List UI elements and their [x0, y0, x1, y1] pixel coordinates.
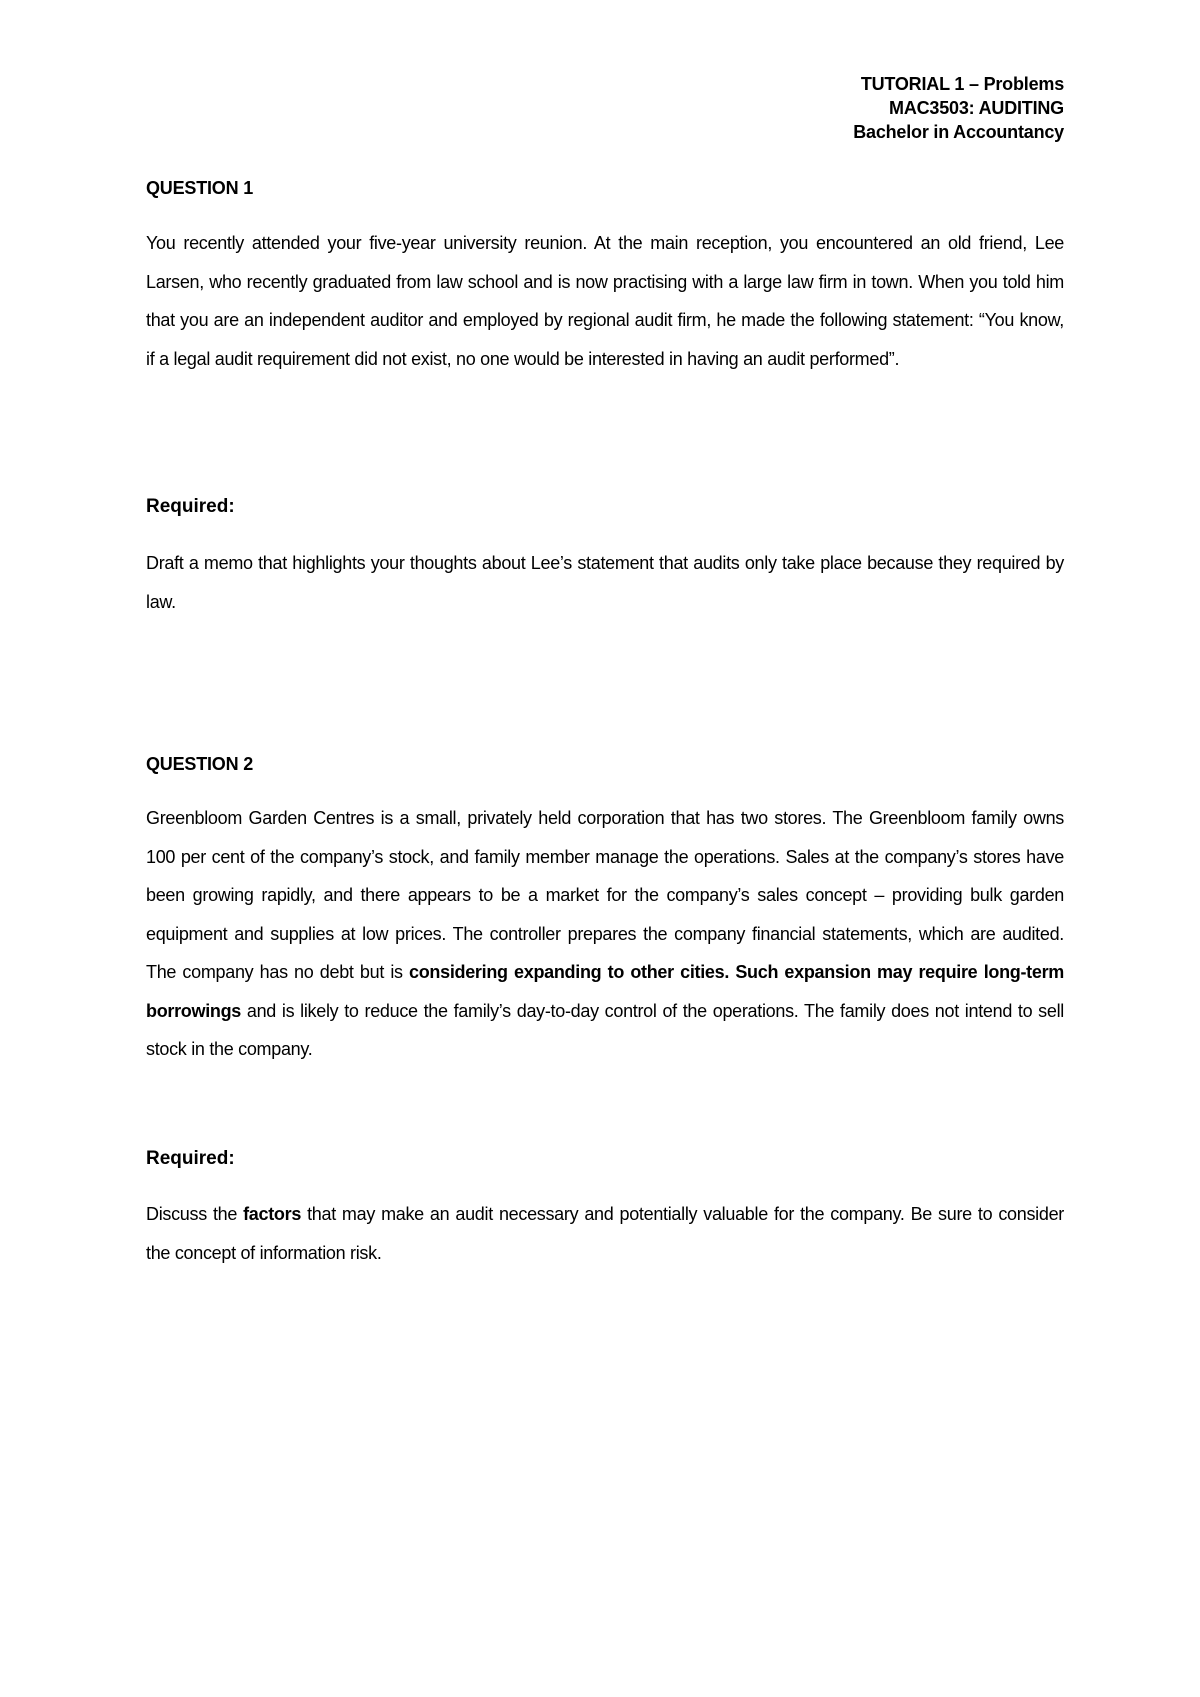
question-1-required-text: Draft a memo that highlights your thoughts about Lee’s statement that audits only take place because they required by law.	[146, 553, 1064, 612]
question-2-required-text-end: that may make an audit necessary and potentially valuable for the company. Be sure to consider the concept of information risk.	[146, 1204, 1064, 1263]
question-1-required-label: Required:	[146, 496, 235, 517]
header-tutorial-title: TUTORIAL 1 – Problems	[860, 74, 1064, 94]
document-header	[853, 72, 1064, 144]
question-2-heading: QUESTION 2	[146, 754, 254, 774]
question-1-body: You recently attended your five-year university reunion. At the main reception, you encountered an old friend, Lee Larsen, who recently graduated from law school and is now practising with a large law firm in town. When you told him that you are an independent auditor and employed by regional audit firm, he made the following statement: “You know, if a legal audit requirement did not exist, no one would be interested in having an audit performed”.	[146, 233, 1064, 369]
question-2-required-label: Required:	[146, 1148, 235, 1169]
header-programme: Bachelor in Accountancy	[853, 122, 1064, 142]
question-2-required-emphasis: factors	[243, 1204, 302, 1224]
question-2-body-text: Greenbloom Garden Centres is a small, privately held corporation that has two stores. The Greenbloom family owns 100 per cent of the company’s stock, and family member manage the operations. Sales at the company’s stores have been growing rapidly, and there appears to be a market for the company’s sales concept – providing bulk garden equipment and supplies at low prices. The controller prepares the company financial statements, which are audited. The company has no debt but is	[146, 808, 1064, 982]
question-2-body-text-end: and is likely to reduce the family’s day-to-day control of the operations. The family does not intend to sell stock in the company.	[146, 1000, 1064, 1059]
question-2-required-text-start: Discuss the	[146, 1204, 244, 1224]
question-2-body	[146, 799, 1064, 1069]
header-course-code: MAC3503: AUDITING	[889, 98, 1064, 118]
question-1-heading: QUESTION 1	[146, 178, 254, 198]
question-2-required-text	[146, 1195, 1064, 1272]
question-2-body-emphasis: considering expanding to other cities. Such expansion may require long-term borrowings	[146, 962, 1064, 1021]
